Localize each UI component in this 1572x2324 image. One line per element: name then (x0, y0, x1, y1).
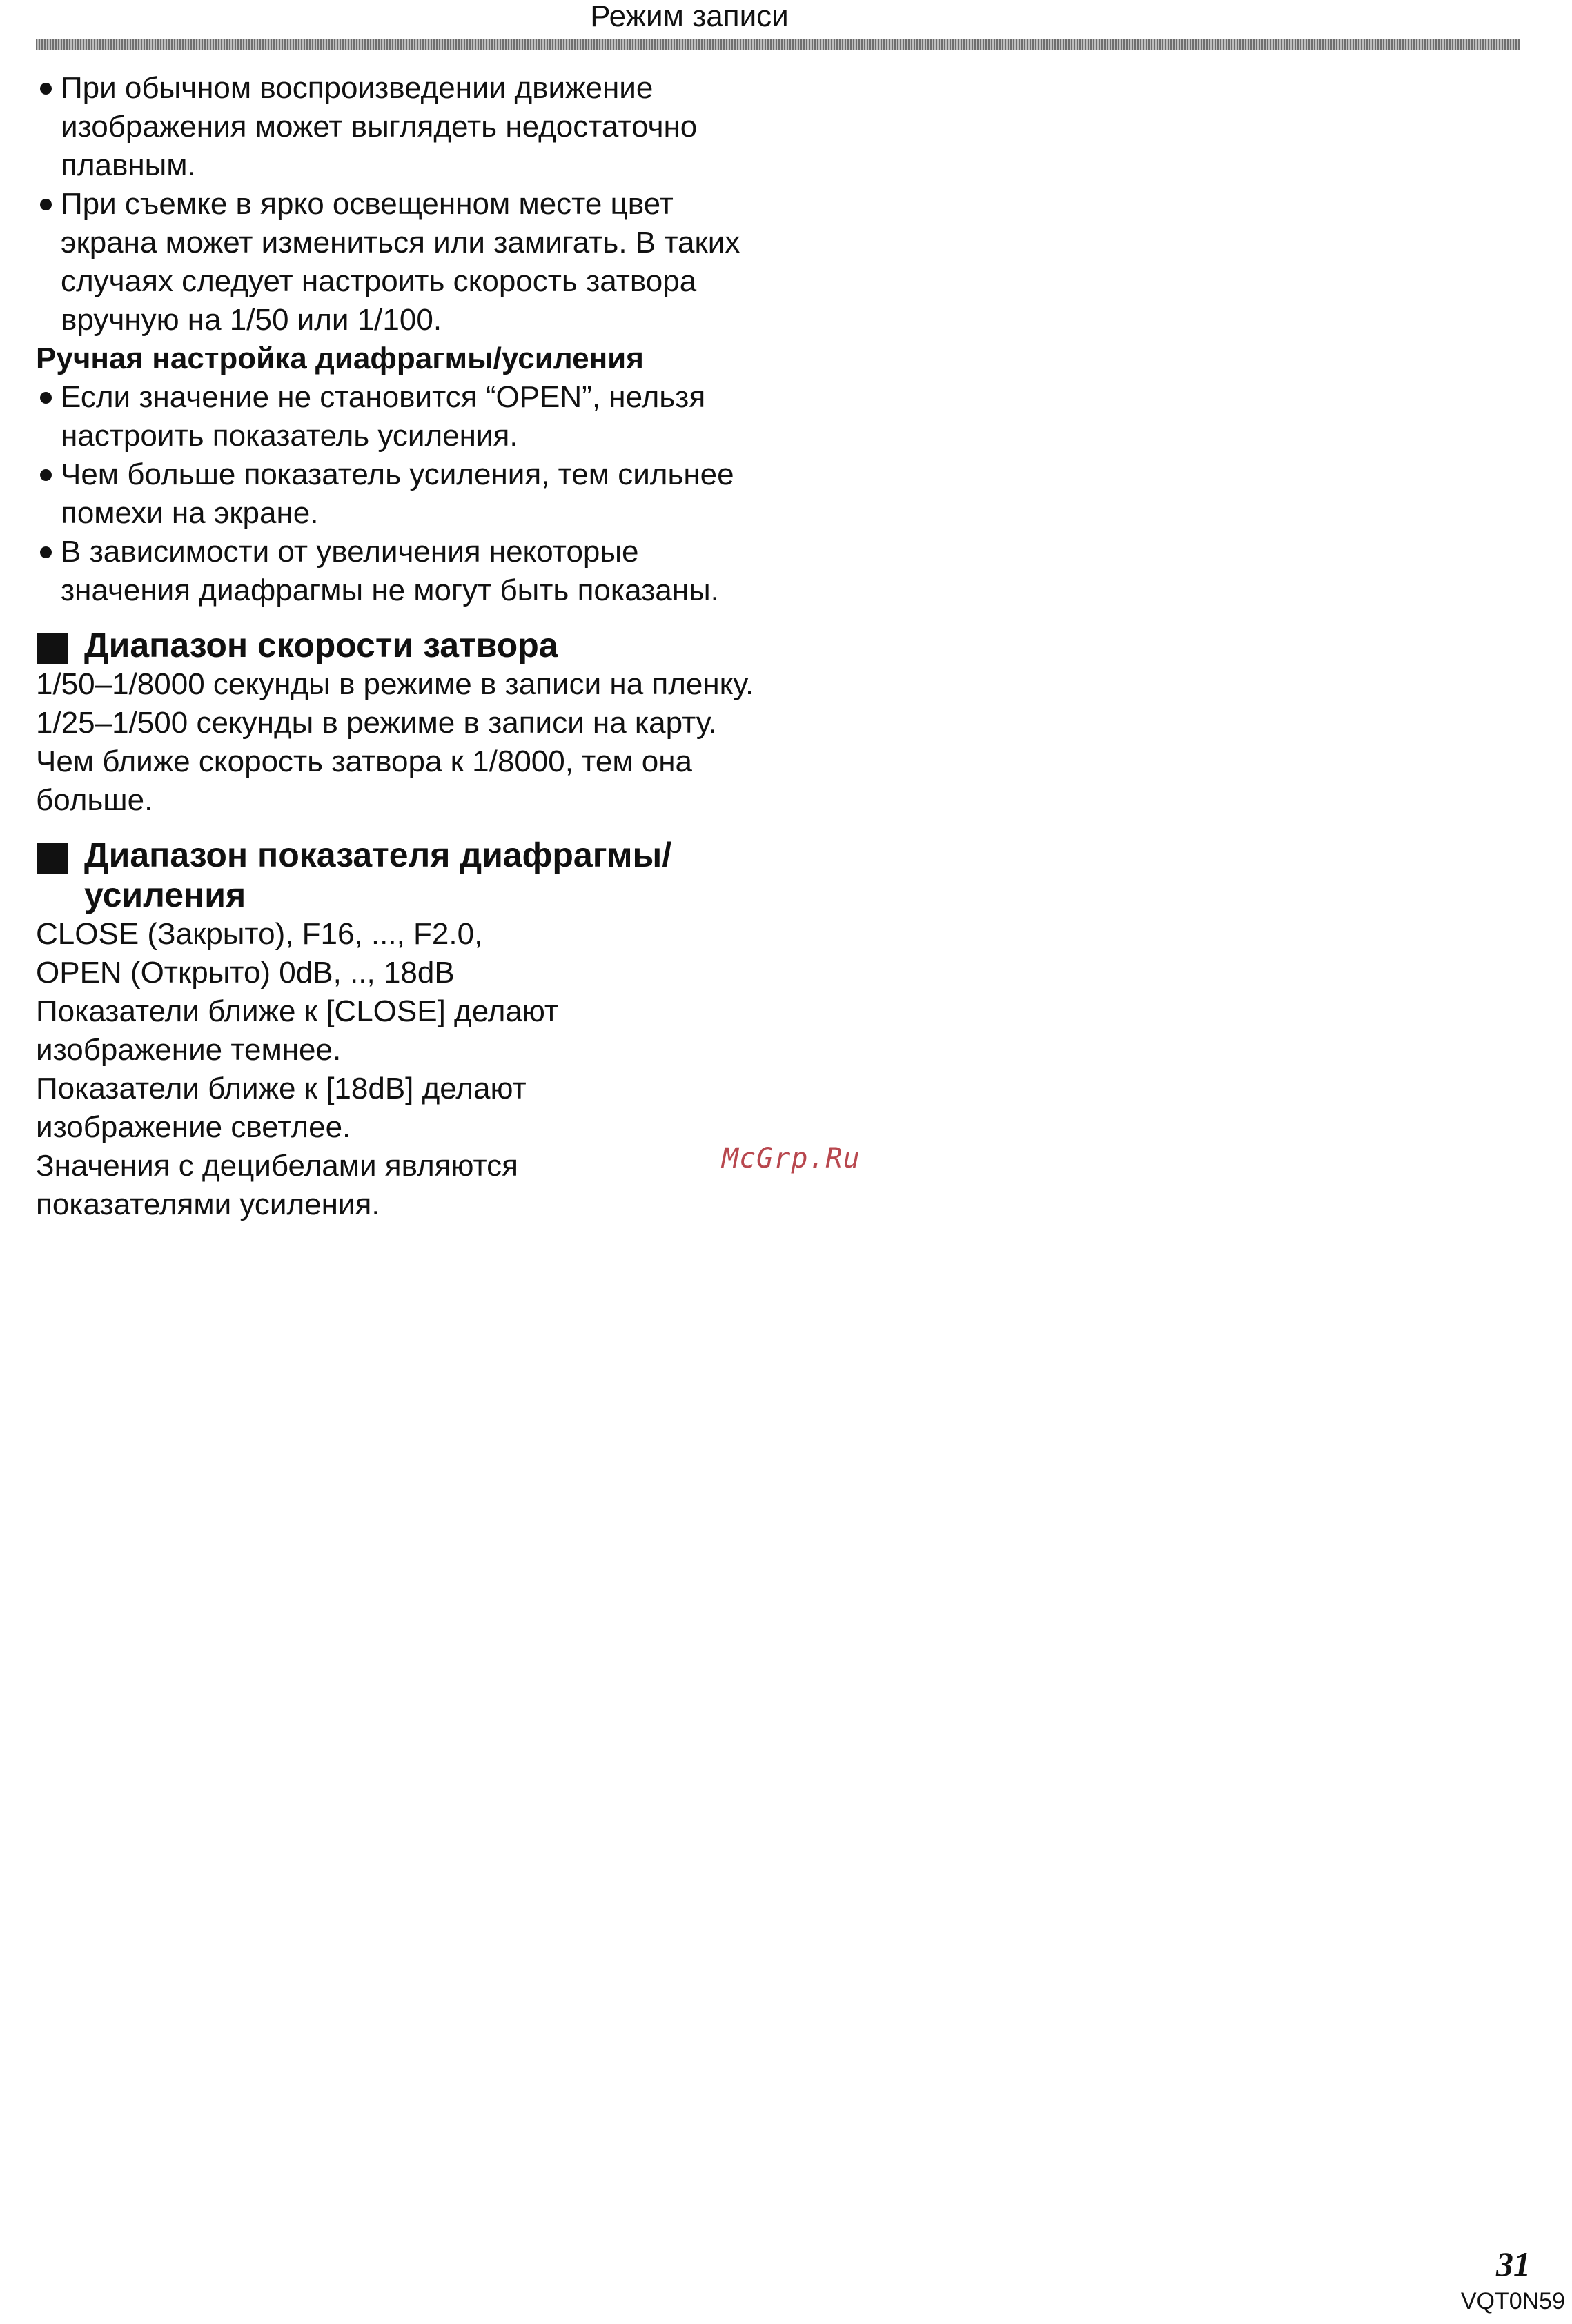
document-code: VQT0N59 (1460, 2288, 1565, 2314)
list-item-text: При съемке в ярко освещенном месте цвет экрана может измениться или замигать. В таких случаях следует настроить скорость затвора вручную на 1/50 или 1/100. (61, 187, 740, 337)
page-header-title (0, 0, 1572, 33)
list-item (36, 455, 767, 533)
watermark-text: McGrp.Ru (722, 1143, 861, 1174)
bullet-dot-icon (40, 83, 52, 95)
black-square-icon (37, 633, 68, 664)
iris-range-line: CLOSE (Закрыто), F16, ..., F2.0, (36, 917, 483, 951)
iris-range-line: Показатели ближе к [18dB] делают изображение светлее. (36, 1072, 527, 1144)
list-item (36, 185, 767, 339)
list-item (36, 378, 767, 455)
black-square-icon (37, 843, 68, 874)
aperture-gain-subheading: Ручная настройка диафрагмы/усиления (36, 342, 644, 375)
header-title-text: Режим записи (590, 0, 789, 33)
header-divider-bar (36, 39, 1520, 50)
page-number: 31 (1496, 2245, 1531, 2283)
shutter-range-heading-text: Диапазон скорости затвора (84, 626, 558, 664)
iris-range-heading (36, 835, 767, 915)
iris-range-line: Показатели ближе к [CLOSE] делают изображение темнее. (36, 994, 559, 1067)
bullet-dot-icon (40, 199, 52, 210)
bullet-dot-icon (40, 546, 52, 558)
iris-range-line: Значения с децибелами являются показателями усиления. (36, 1149, 518, 1221)
list-item (36, 69, 767, 185)
bullet-dot-icon (40, 392, 52, 404)
list-item (36, 533, 767, 610)
list-item-text: Чем больше показатель усиления, тем сильнее помехи на экране. (61, 457, 734, 530)
iris-range-heading-line2: усиления (84, 876, 246, 914)
spacer (36, 820, 767, 835)
list-item-text: В зависимости от увеличения некоторые значения диафрагмы не могут быть показаны. (61, 535, 719, 607)
shutter-range-line: 1/50–1/8000 секунды в режиме в записи на пленку. (36, 667, 754, 701)
iris-range-heading-line1: Диапазон показателя диафрагмы/ (84, 836, 672, 874)
shutter-range-line: Чем ближе скорость затвора к 1/8000, тем она больше. (36, 745, 693, 817)
shutter-range-heading (36, 625, 767, 665)
list-item-text: При обычном воспроизведении движение изображения может выглядеть недостаточно плавным. (61, 71, 698, 182)
spacer (36, 610, 767, 625)
bullet-dot-icon (40, 469, 52, 481)
shutter-range-line: 1/25–1/500 секунды в режиме в записи на карту. (36, 706, 717, 740)
iris-range-line: OPEN (Открыто) 0dB, .., 18dB (36, 956, 455, 989)
list-item-text: Если значение не становится “OPEN”, нельзя настроить показатель усиления. (61, 380, 706, 453)
main-content (36, 69, 767, 1224)
